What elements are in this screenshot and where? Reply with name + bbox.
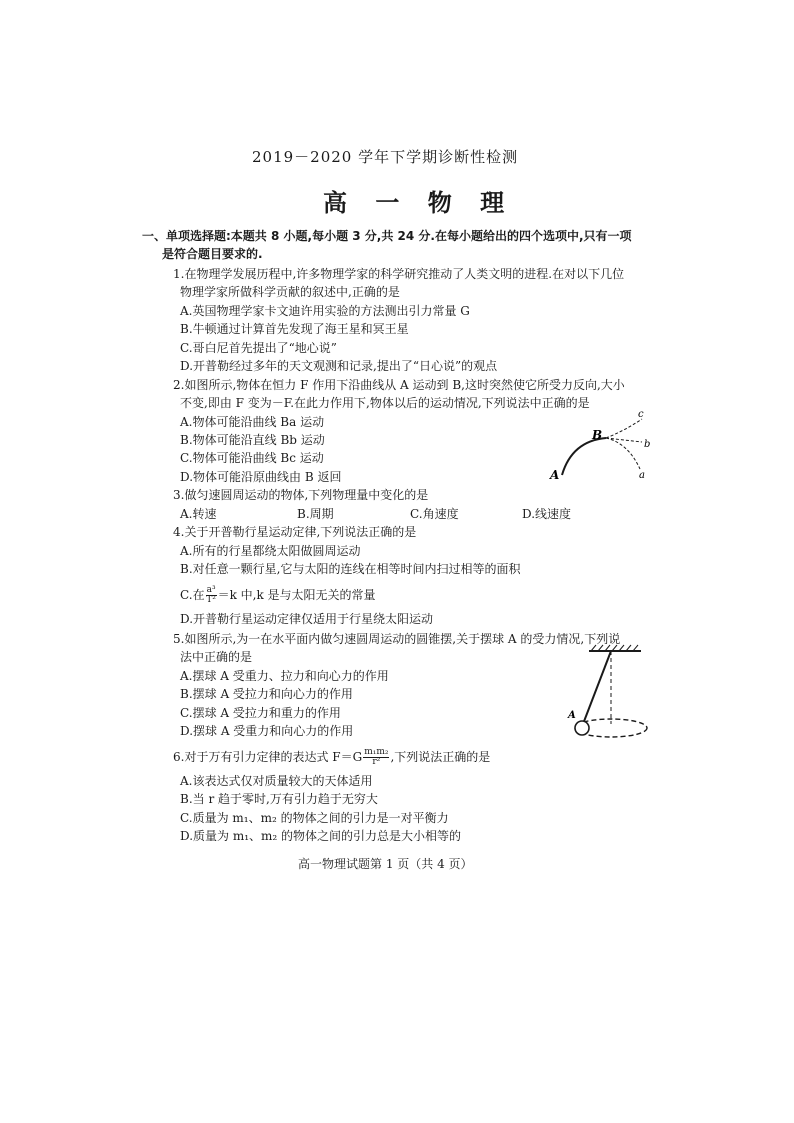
q5-option-b: B.摆球 A 受拉力和向心力的作用 [180,687,353,701]
q1-option-a: A.英国物理学家卡文迪许用实验的方法测出引力常量 G [180,304,470,318]
q5-option-d: D.摆球 A 受重力和向心力的作用 [180,724,354,738]
q2-label-c-end: c [638,409,644,420]
q3-stem: 3.做匀速圆周运动的物体,下列物理量中变化的是 [173,488,429,502]
q2-option-d: D.物体可能沿原曲线由 B 返回 [180,470,342,484]
q4-option-c-prefix: C.在 [180,588,205,602]
q5-label-a: A [568,710,576,721]
q2-stem-line2: 不变,即由 F 变为－F.在此力作用下,物体以后的运动情况,下列说法中正确的是 [180,396,590,410]
q3-option-c: C.角速度 [410,507,459,521]
q6-option-a: A.该表达式仅对质量较大的天体适用 [180,774,373,788]
q6-fraction-numerator: m₁m₂ [364,747,389,757]
q4-fraction [206,586,217,605]
q5-option-a: A.摆球 A 受重力、拉力和向心力的作用 [180,669,389,683]
q3-option-d: D.线速度 [522,507,572,521]
q4-option-d: D.开普勒行星运动定律仅适用于行星绕太阳运动 [180,612,434,626]
q2-option-c: C.物体可能沿曲线 Bc 运动 [180,451,324,465]
page-footer: 高一物理试题第 1 页（共 4 页） [298,857,473,871]
q5-string [583,651,611,724]
exam-title: 2019－2020 学年下学期诊断性检测 [252,148,519,166]
q4-option-b: B.对任意一颗行星,它与太阳的连线在相等时间内扫过相等的面积 [180,562,521,576]
q4-option-a: A.所有的行星都绕太阳做圆周运动 [180,544,361,558]
q1-stem-line2: 物理学家所做科学贡献的叙述中,正确的是 [180,285,400,299]
q1-option-c: C.哥白尼首先提出了“地心说” [180,341,337,355]
section-title-line2: 是符合题目要求的. [162,247,263,261]
q5-stem-line1: 5.如图所示,为一在水平面内做匀速圆周运动的圆锥摆,关于摆球 A 的受力情况,下列说 [173,632,621,646]
q5-pendulum-figure [565,642,665,747]
q3-option-a: A.转速 [180,507,217,521]
q6-stem-prefix: 6.对于万有引力定律的表达式 F＝G [173,750,363,764]
q2-label-a-end: a [639,470,645,481]
q1-stem-line1: 1.在物理学发展历程中,许多物理学家的科学研究推动了人类文明的进程.在对以下几位 [173,267,625,281]
q6-option-d: D.质量为 m₁、m₂ 的物体之间的引力总是大小相等的 [180,829,462,843]
q5-stem-line2: 法中正确的是 [180,650,253,664]
q4-fraction-numerator: a³ [206,585,216,595]
subject-title: 高 一 物 理 [323,188,515,217]
q5-option-c: C.摆球 A 受拉力和重力的作用 [180,706,341,720]
q1-option-d: D.开普勒经过多年的天文观测和记录,提出了“日心说”的观点 [180,359,498,373]
q2-label-b-point: B [592,428,603,442]
q1-option-b: B.牛顿通过计算首先发现了海王星和冥王星 [180,322,409,336]
q5-ball [575,721,589,735]
q2-path-ba [606,438,640,469]
q6-fraction [363,748,389,767]
q2-path-bc [606,419,642,438]
q2-option-a: A.物体可能沿曲线 Ba 运动 [180,415,325,429]
q4-stem: 4.关于开普勒行星运动定律,下列说法正确的是 [173,525,417,539]
q3-option-b: B.周期 [297,507,334,521]
q4-option-c [180,584,376,606]
q2-curve-ab [562,438,606,475]
q6-stem-suffix: ,下列说法正确的是 [390,750,491,764]
q2-stem-line1: 2.如图所示,物体在恒力 F 作用下沿曲线从 A 运动到 B,这时突然使它所受力反向,大小 [173,378,625,392]
q4-fraction-denominator: T² [206,595,216,605]
q2-label-b-end: b [644,439,651,450]
q2-label-a-point: A [550,468,560,482]
q2-option-b: B.物体可能沿直线 Bb 运动 [180,433,325,447]
q6-fraction-denominator: r² [372,757,381,767]
q6-option-c: C.质量为 m₁、m₂ 的物体之间的引力是一对平衡力 [180,811,449,825]
q2-curve-figure [540,405,660,485]
q6-stem [173,746,490,768]
q6-option-b: B.当 r 趋于零时,万有引力趋于无穷大 [180,792,378,806]
section-title-line1: 一、单项选择题:本题共 8 小题,每小题 3 分,共 24 分.在每小题给出的四个选项中,只有一项 [142,229,632,243]
q4-option-c-suffix: ＝k 中,k 是与太阳无关的常量 [217,588,376,602]
